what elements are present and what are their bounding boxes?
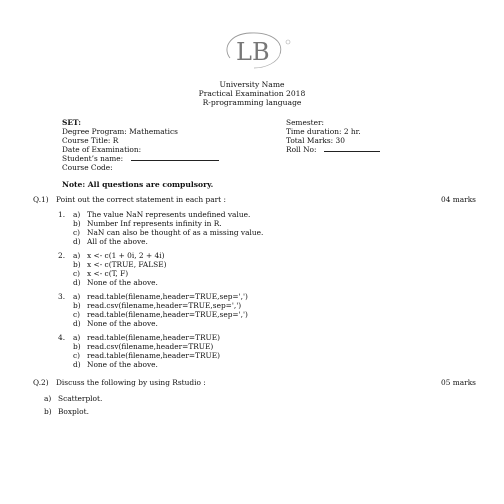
option-letter: a) xyxy=(73,210,81,219)
q2-marks: 05 marks xyxy=(441,378,476,387)
exam-title: Practical Examination 2018 xyxy=(198,89,306,98)
option-letter: b) xyxy=(73,219,81,228)
roll-no-blank xyxy=(324,151,380,152)
time-duration: Time duration: 2 hr. xyxy=(286,127,361,136)
course-code: Course Code: xyxy=(62,163,113,172)
option-letter: a) xyxy=(73,333,81,342)
part-number: 1. xyxy=(58,210,66,219)
semester: Semester: xyxy=(286,118,324,127)
total-marks: Total Marks: 30 xyxy=(286,136,345,145)
option-letter: b) xyxy=(73,342,81,351)
option-text: read.csv(filename,header=TRUE) xyxy=(87,342,214,351)
option-text: read.table(filename,header=TRUE,sep=',') xyxy=(87,310,248,319)
roll-no-row xyxy=(286,145,380,154)
option-text: Number Inf represents infinity in R. xyxy=(87,219,222,228)
q2-item-letter: a) xyxy=(44,394,52,403)
option-letter: c) xyxy=(73,228,81,237)
set-label: SET: xyxy=(62,118,81,127)
part-number: 2. xyxy=(58,251,66,260)
q2-label: Q.2) xyxy=(33,378,49,387)
q2-item-letter: b) xyxy=(44,407,52,416)
option-letter: d) xyxy=(73,237,81,246)
option-letter: b) xyxy=(73,260,81,269)
student-name-blank xyxy=(131,160,219,161)
student-name-label: Student’s name: xyxy=(62,154,124,163)
option-text: read.table(filename,header=TRUE) xyxy=(87,333,221,342)
university-name: University Name xyxy=(219,80,285,89)
note: Note: All questions are compulsory. xyxy=(62,180,214,189)
q2-item-text: Boxplot. xyxy=(58,407,89,416)
option-text: None of the above. xyxy=(87,360,158,369)
q1-label: Q.1) xyxy=(33,195,49,204)
option-letter: a) xyxy=(73,251,81,260)
subject-title: R-programming language xyxy=(202,98,302,107)
option-letter: b) xyxy=(73,301,81,310)
option-text: None of the above. xyxy=(87,319,158,328)
option-letter: d) xyxy=(73,278,81,287)
option-text: read.table(filename,header=TRUE,sep=',') xyxy=(87,292,248,301)
q1-text: Point out the correct statement in each part : xyxy=(56,195,226,204)
option-text: x <- c(1 + 0i, 2 + 4i) xyxy=(87,251,165,260)
option-letter: a) xyxy=(73,292,81,301)
exam-date: Date of Examination: xyxy=(62,145,142,154)
university-logo xyxy=(200,28,304,74)
option-letter: c) xyxy=(73,310,81,319)
option-letter: d) xyxy=(73,319,81,328)
part-number: 4. xyxy=(58,333,66,342)
option-text: The value NaN represents undefined value. xyxy=(87,210,251,219)
student-name-row xyxy=(62,154,219,163)
option-letter: d) xyxy=(73,360,81,369)
part-number: 3. xyxy=(58,292,66,301)
option-letter: c) xyxy=(73,351,81,360)
degree-program: Degree Program: Mathematics xyxy=(62,127,178,136)
option-text: NaN can also be thought of as a missing value. xyxy=(87,228,264,237)
option-text: read.csv(filename,header=TRUE,sep=',') xyxy=(87,301,242,310)
option-text: x <- c(TRUE, FALSE) xyxy=(87,260,167,269)
roll-no-label: Roll No: xyxy=(286,145,317,154)
option-letter: c) xyxy=(73,269,81,278)
q2-text: Discuss the following by using Rstudio : xyxy=(56,378,206,387)
option-text: read.table(filename,header=TRUE) xyxy=(87,351,221,360)
option-text: x <- c(T, F) xyxy=(87,269,129,278)
course-title: Course Title: R xyxy=(62,136,119,145)
logo-lettering: LB xyxy=(236,38,270,66)
q1-marks: 04 marks xyxy=(441,195,476,204)
option-text: None of the above. xyxy=(87,278,158,287)
option-text: All of the above. xyxy=(87,237,148,246)
q2-item-text: Scatterplot. xyxy=(58,394,103,403)
